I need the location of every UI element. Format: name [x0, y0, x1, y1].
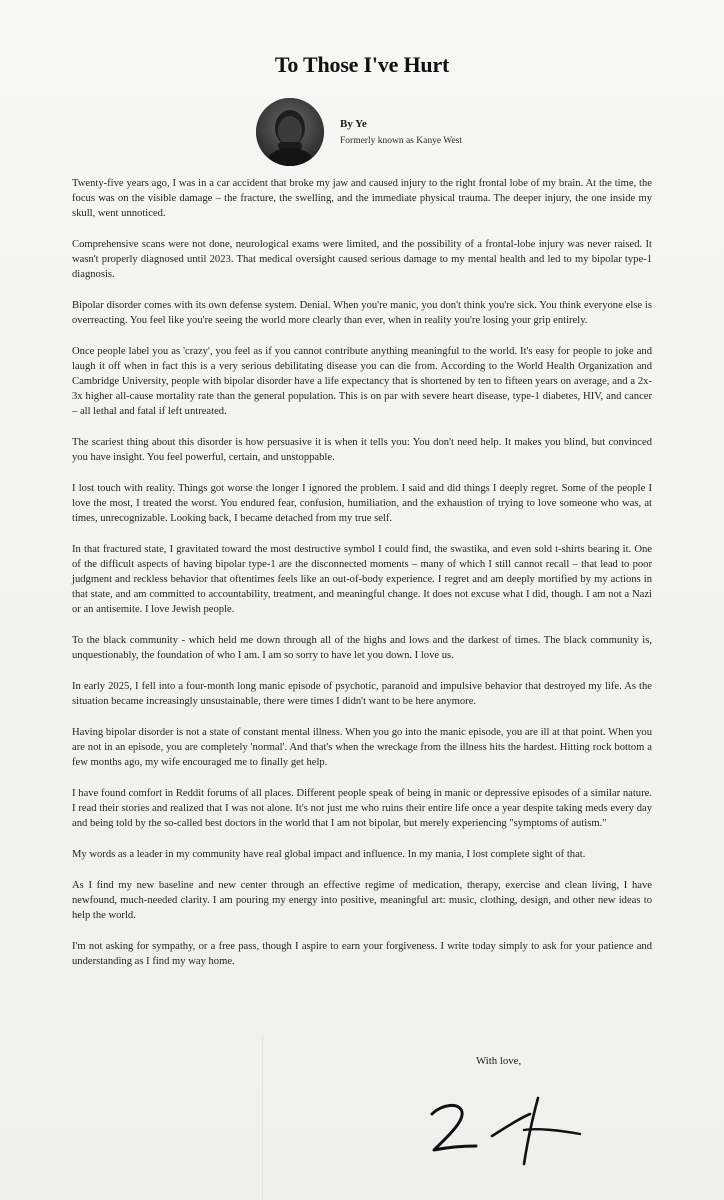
author-photo — [256, 98, 324, 166]
paragraph: I'm not asking for sympathy, or a free pass, though I aspire to earn your forgiveness. I write today simply to ask for your patience and understanding as I find my way home. — [72, 941, 652, 967]
paragraph: Having bipolar disorder is not a state of constant mental illness. When you go into the manic episode, you are ill at that point. When you are not in an episode, you are completely 'normal'. And that's when the wreckage from the illness hits the hardest. Hitting rock bottom a few months ago, my wife encouraged me to finally get help. — [72, 727, 652, 768]
paragraph: My words as a leader in my community have real global impact and influence. In my mania, I lost complete sight of that. — [72, 849, 586, 860]
letter-title: To Those I've Hurt — [274, 52, 450, 77]
paragraph: I lost touch with reality. Things got worse the longer I ignored the problem. I said and did things I deeply regret. Some of the people I love the most, I treated the worst. You endured fear, confusion, humiliation, and the exhaustion of trying to love someone who was, at times, unrecognizable. Looking back, I became detached from my true self. — [72, 483, 652, 524]
letter-body — [72, 176, 652, 985]
paragraph: Once people label you as 'crazy', you feel as if you cannot contribute anything meaningful to the world. It's easy for people to joke and laugh it off when in fact this is a very serious debilitating disease you can die from. According to the World Health Organization and Cambridge University, people with bipolar disorder have a life expectancy that is shortened by ten to fifteen years on average, and a 2x-3x higher all-cause mortality rate than the general population. This is on par with severe heart disease, type-1 diabetes, HIV, and cancer – all lethal and fatal if left untreated. — [72, 346, 652, 417]
paragraph: The scariest thing about this disorder is how persuasive it is when it tells you: You don't need help. It makes you blind, but convinced you have insight. You feel powerful, certain, and unstoppable. — [72, 437, 652, 463]
paragraph: Comprehensive scans were not done, neurological exams were limited, and the possibility of a frontal-lobe injury was never raised. It wasn't properly diagnosed until 2023. That medical oversight caused serious damage to my mental health and led to my bipolar type-1 diagnosis. — [72, 239, 652, 280]
page-seam — [262, 1035, 263, 1200]
paragraph: I have found comfort in Reddit forums of all places. Different people speak of being in manic or depressive episodes of a similar nature. I read their stories and realized that I was not alone. It's not just me who ruins their entire life once a year despite taking meds every day and being told by the so-called best doctors in the world that I am not bipolar, but merely experiencing "symptoms of autism." — [72, 788, 652, 829]
paragraph: Bipolar disorder comes with its own defense system. Denial. When you're manic, you don't think you're sick. You think everyone else is overreacting. You feel like you're seeing the world more clearly than ever, when in reality you're losing your grip entirely. — [72, 300, 652, 326]
signature — [420, 1090, 590, 1170]
paragraph: In early 2025, I fell into a four-month long manic episode of psychotic, paranoid and impulsive behavior that destroyed my life. As the situation became increasingly unsustainable, there were times I didn't want to be here anymore. — [72, 681, 652, 707]
paragraph: To the black community - which held me down through all of the highs and lows and the darkest of times. The black community is, unquestionably, the foundation of who I am. I am so sorry to have let you down. I love us. — [72, 635, 652, 661]
paragraph: In that fractured state, I gravitated toward the most destructive symbol I could find, the swastika, and even sold t-shirts bearing it. One of the difficult aspects of having bipolar type-1 are the disconnected moments – many of which I still cannot recall – that lead to poor judgment and reckless behavior that oftentimes feels like an out-of-body experience. I regret and am deeply mortified by my actions in that state, and am committed to accountability, treatment, and meaningful change. It does not excuse what I did, though. I am not a Nazi or an antisemite. I love Jewish people. — [72, 544, 652, 615]
closing: With love, — [476, 1055, 522, 1067]
paragraph: Twenty-five years ago, I was in a car accident that broke my jaw and caused injury to the right frontal lobe of my brain. At the time, the focus was on the visible damage – the fracture, the swelling, and the immediate physical trauma. The deeper injury, the one inside my skull, went unnoticed. — [72, 178, 652, 219]
author-name: By Ye — [340, 118, 367, 130]
author-subtitle: Formerly known as Kanye West — [340, 136, 463, 146]
paragraph: As I find my new baseline and new center through an effective regime of medication, therapy, exercise and clean living, I have newfound, much-needed clarity. I am pouring my energy into positive, meaningful art: music, clothing, design, and other new ideas to help the world. — [72, 880, 652, 921]
